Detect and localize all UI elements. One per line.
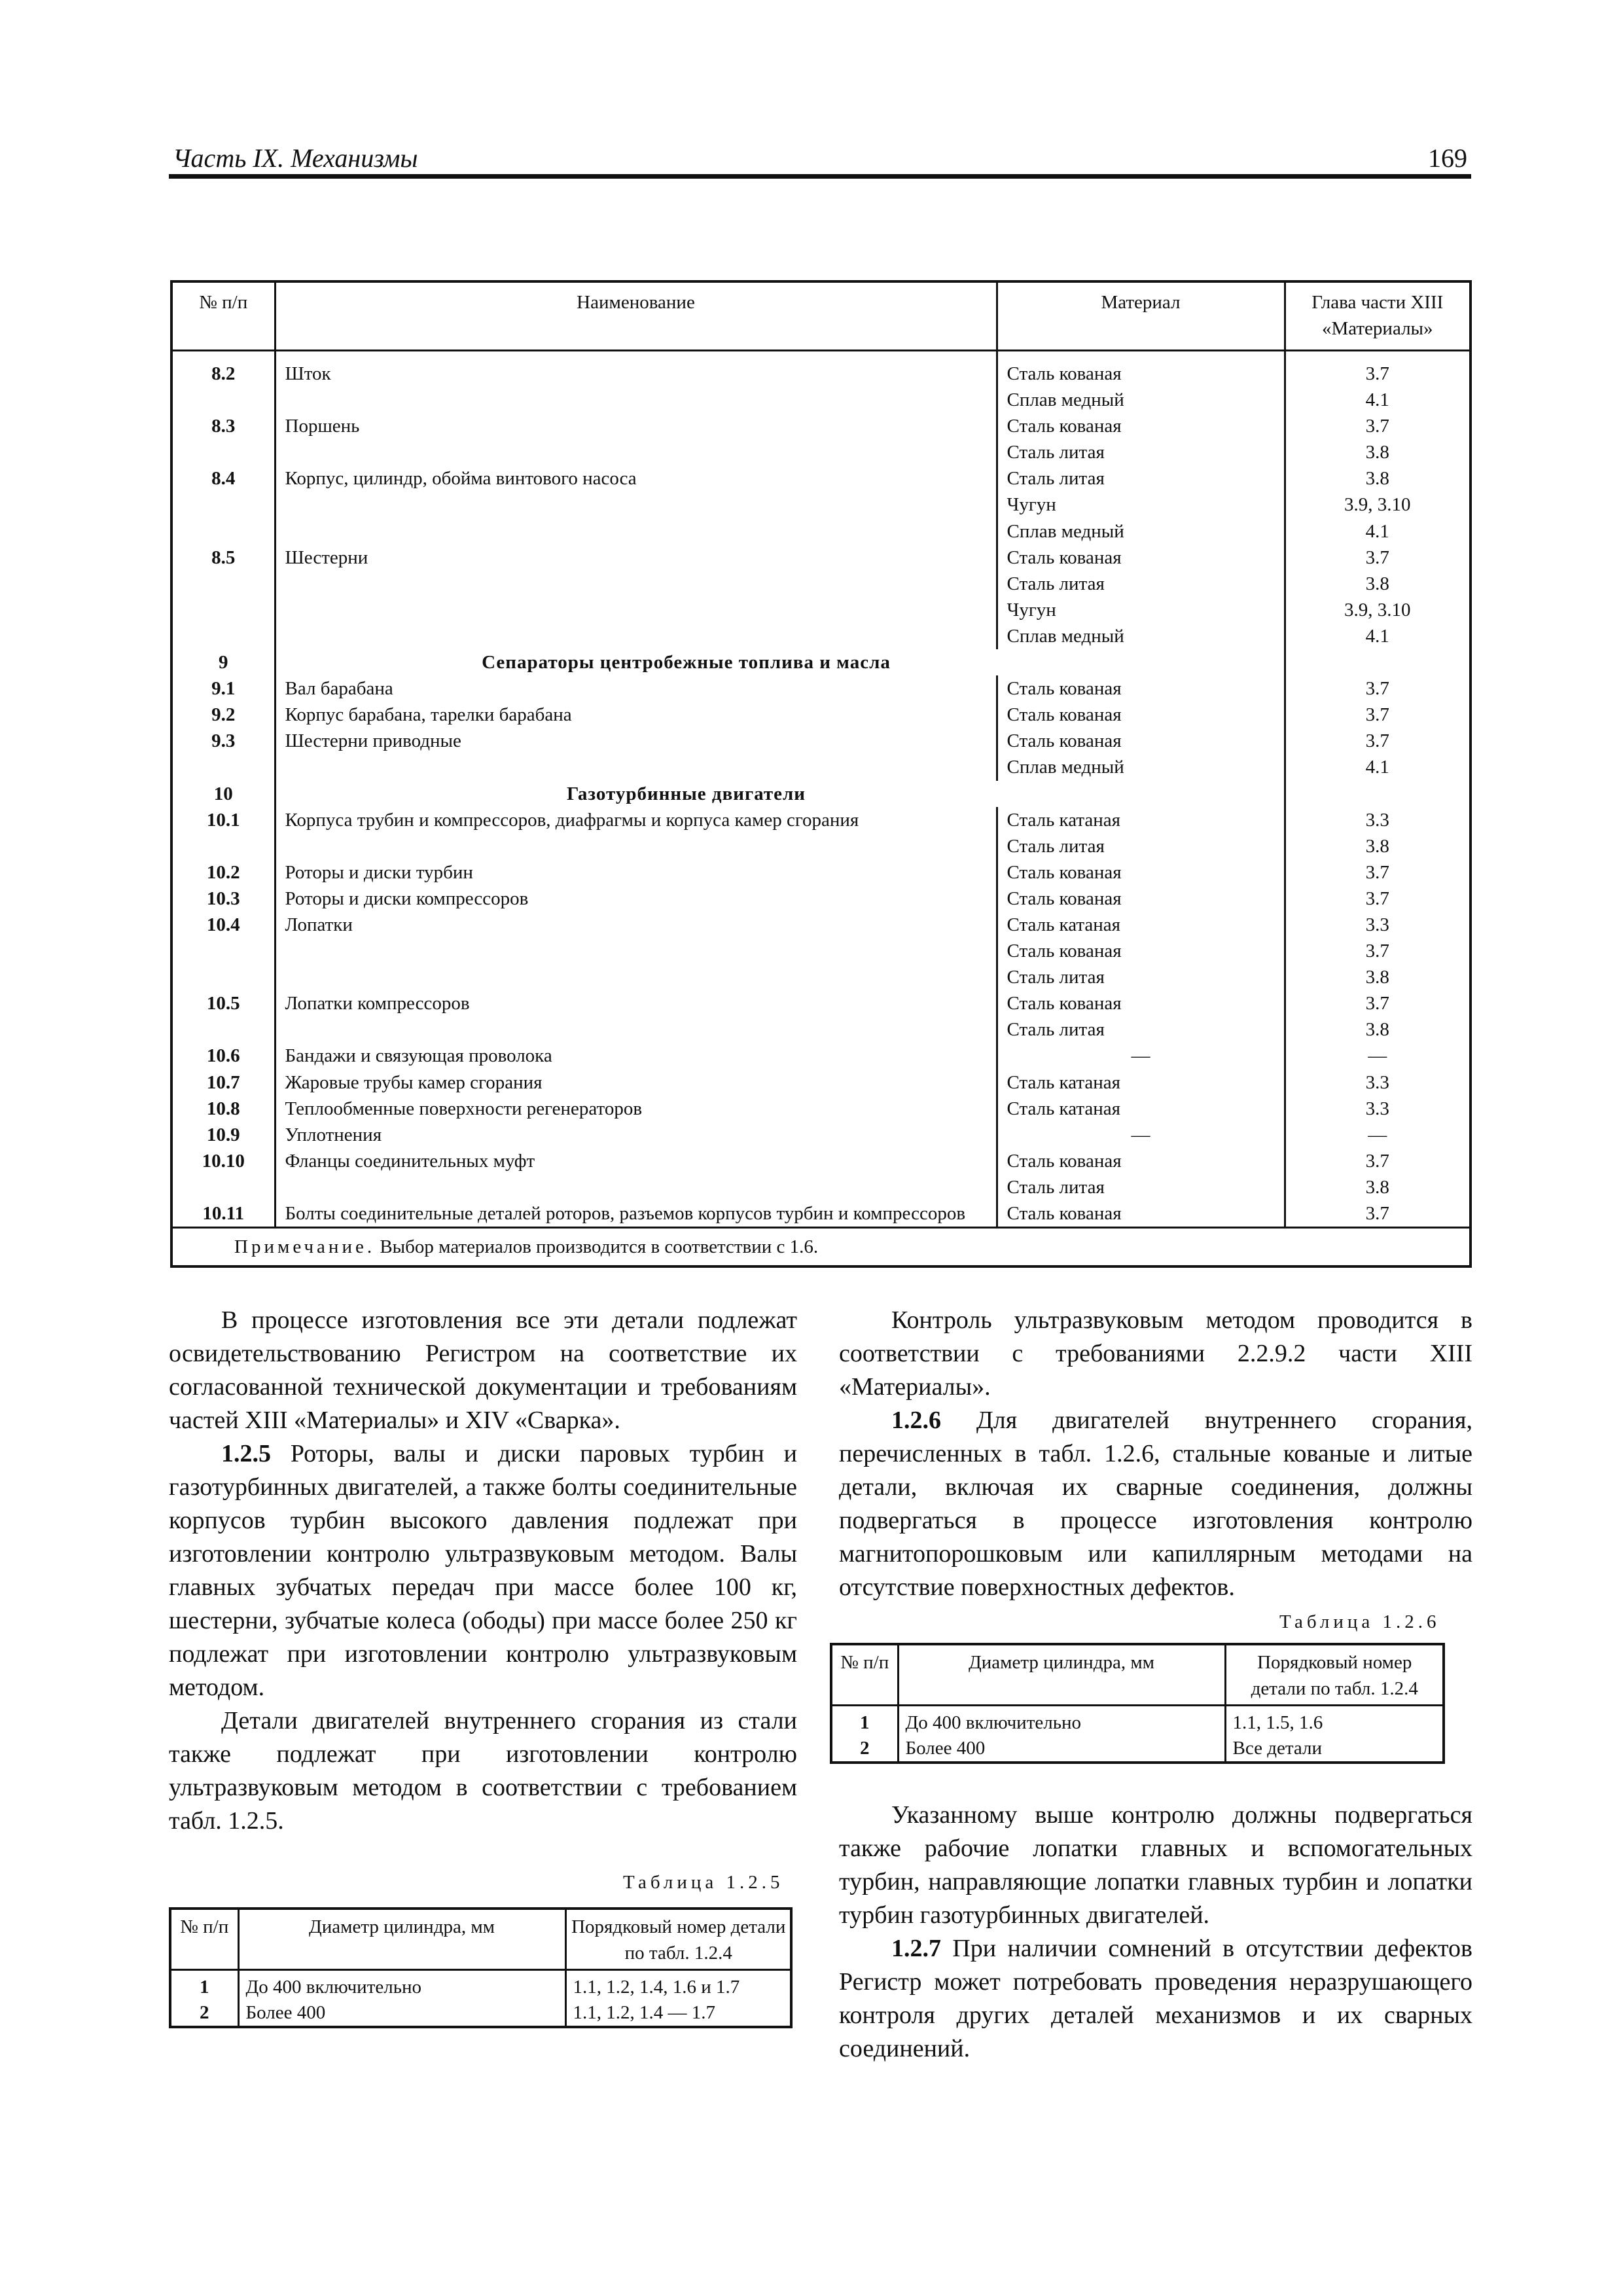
cylinder-diameter: Более 400 — [898, 1736, 1225, 1761]
clause-number: 1.2.5 — [221, 1440, 271, 1467]
table-row — [173, 912, 1469, 938]
material: Сталь кованая — [997, 351, 1285, 387]
material: — — [997, 1043, 1285, 1069]
table-1-2-6 — [830, 1643, 1445, 1764]
running-header — [169, 137, 1471, 179]
clause-number: 1.2.6 — [891, 1407, 941, 1434]
row-number: 10.10 — [173, 1148, 275, 1174]
table-row — [173, 754, 1469, 780]
chapter-ref: 4.1 — [1365, 389, 1389, 411]
part-name: Фланцы соединительных муфт — [275, 1148, 997, 1174]
table-row — [171, 2000, 791, 2026]
table-row — [173, 623, 1469, 649]
header-chapter: Глава части XIII «Материалы» — [1285, 283, 1469, 351]
paragraph: Детали двигателей внутреннего сгорания из стали также подлежат при изготовлении контролю ультразвуковым методом в соответствии с требованием табл. 1.2.5. — [169, 1707, 797, 1835]
material: Сталь кованая — [997, 728, 1285, 754]
row-number: 8.5 — [173, 545, 275, 571]
chapter-ref: 3.8 — [1365, 468, 1389, 490]
part-name: Корпуса трубин и компрессоров, диафрагмы и корпуса камер сгорания — [275, 807, 997, 833]
row-number: 10.9 — [173, 1122, 275, 1148]
part-name — [275, 623, 997, 649]
section-title: Газотурбинные двигатели — [275, 781, 1285, 807]
part-name: Теплообменные поверхности регенераторов — [275, 1096, 997, 1122]
chapter-ref: 3.3 — [1365, 914, 1389, 935]
table-row — [173, 597, 1469, 623]
header-number: № п/п — [173, 283, 275, 351]
table-row — [832, 1706, 1443, 1736]
table-row — [173, 1122, 1469, 1148]
header-title: Часть IX. Механизмы — [173, 143, 418, 173]
chapter-ref: 3.7 — [1365, 861, 1389, 883]
chapter-ref: 3.3 — [1365, 1071, 1389, 1093]
part-name: Шестерни приводные — [275, 728, 997, 754]
part-name — [275, 492, 997, 518]
part-name: Уплотнения — [275, 1122, 997, 1148]
table-row — [173, 728, 1469, 754]
row-number: 10.5 — [173, 990, 275, 1016]
row-number: 9.1 — [173, 675, 275, 702]
row-number — [173, 623, 275, 649]
table-row — [173, 545, 1469, 571]
row-number — [173, 1016, 275, 1043]
material: Сталь литая — [997, 439, 1285, 465]
part-name — [275, 964, 997, 990]
table-1-2-5-caption: Таблица 1.2.5 — [623, 1872, 784, 1893]
table-row — [173, 649, 1469, 675]
row-number — [173, 1174, 275, 1200]
chapter-ref: — — [1368, 1124, 1387, 1145]
row-number — [173, 439, 275, 465]
part-name — [275, 1016, 997, 1043]
chapter-ref: — — [1368, 1045, 1387, 1067]
material: Сталь литая — [997, 571, 1285, 597]
chapter-ref: 3.9, 3.10 — [1344, 494, 1411, 516]
row-number: 1 — [171, 1970, 238, 2001]
chapter-ref: 3.7 — [1365, 1150, 1389, 1172]
part-name — [275, 439, 997, 465]
part-numbers: 1.1, 1.2, 1.4, 1.6 и 1.7 — [573, 1977, 740, 1998]
material: Сталь катаная — [997, 1096, 1285, 1122]
paragraph: В процессе изготовления все эти детали подлежат освидетельствованию Регистром на соответствие их согласованной технической документации и требованиям частей XIII «Материалы» и XIV «Сварка». — [169, 1306, 797, 1434]
table-row — [173, 1148, 1469, 1174]
table-row — [173, 886, 1469, 912]
materials-table-header — [173, 283, 1469, 351]
material: Сталь литая — [997, 1016, 1285, 1043]
material: Сталь катаная — [997, 807, 1285, 833]
left-text-column — [169, 1304, 797, 1838]
part-numbers: 1.1, 1.2, 1.4 — 1.7 — [573, 2002, 715, 2023]
chapter-ref: 4.1 — [1365, 520, 1389, 542]
material: Сталь кованая — [997, 413, 1285, 439]
chapter-ref: 3.7 — [1365, 888, 1389, 909]
table-row — [173, 1043, 1469, 1069]
paragraph: Указанному выше контролю должны подвергаться также рабочие лопатки главных и вспомогательных турбин, направляющие лопатки главных турбин и лопатки турбин газотурбинных двигателей. — [839, 1801, 1472, 1929]
table-row — [173, 492, 1469, 518]
table-row — [832, 1736, 1443, 1761]
table-row — [171, 1970, 791, 2001]
row-number: 10.6 — [173, 1043, 275, 1069]
table-1-2-5 — [169, 1907, 793, 2028]
chapter-ref: 3.8 — [1365, 1176, 1389, 1198]
material: Сталь кованая — [997, 1200, 1285, 1227]
material: Чугун — [997, 597, 1285, 623]
part-name — [275, 833, 997, 859]
paragraph-1-2-7: 1.2.7 При наличии сомнений в отсутствии дефектов Регистр может потребовать проведения неразрушающего контроля других деталей механизмов и их сварных соединений. — [839, 1935, 1473, 2062]
part-name: Бандажи и связующая проволока — [275, 1043, 997, 1069]
table-row — [173, 964, 1469, 990]
table-row — [173, 465, 1469, 492]
chapter-ref: 3.7 — [1365, 416, 1389, 437]
material: Сталь литая — [997, 833, 1285, 859]
row-number — [173, 754, 275, 780]
table-row — [173, 387, 1469, 413]
part-name: Корпус барабана, тарелки барабана — [275, 702, 997, 728]
table-row — [173, 990, 1469, 1016]
paragraph: Контроль ультразвуковым методом проводится в соответствии с требованиями 2.2.9.2 части XIII «Материалы». — [839, 1306, 1472, 1401]
table-row — [173, 859, 1469, 886]
material: Сталь катаная — [997, 1069, 1285, 1096]
material: Сталь литая — [997, 1174, 1285, 1200]
part-name: Шток — [275, 351, 997, 387]
chapter-ref: 3.8 — [1365, 967, 1389, 988]
part-name: Роторы и диски компрессоров — [275, 886, 997, 912]
section-title: Сепараторы центробежные топлива и масла — [275, 649, 1285, 675]
page-number: 169 — [1428, 143, 1467, 173]
cell-empty — [1285, 781, 1469, 807]
chapter-ref: 3.7 — [1365, 678, 1389, 700]
chapter-ref: 3.7 — [1365, 547, 1389, 568]
table-row — [173, 1096, 1469, 1122]
part-name — [275, 754, 997, 780]
part-name — [275, 571, 997, 597]
table-row — [173, 571, 1469, 597]
table-row — [173, 833, 1469, 859]
cylinder-diameter: Более 400 — [238, 2000, 565, 2026]
row-number: 8.2 — [173, 351, 275, 387]
material: Чугун — [997, 492, 1285, 518]
chapter-ref: 3.8 — [1365, 835, 1389, 857]
part-name: Жаровые трубы камер сгорания — [275, 1069, 997, 1096]
material: Сталь литая — [997, 465, 1285, 492]
row-number: 2 — [832, 1736, 898, 1761]
table-row — [173, 413, 1469, 439]
chapter-ref: 3.7 — [1365, 704, 1389, 726]
chapter-ref: 3.7 — [1365, 1203, 1389, 1224]
material: Сталь катаная — [997, 912, 1285, 938]
right-text-column-top — [839, 1304, 1472, 1604]
material: Сталь кованая — [997, 675, 1285, 702]
row-number: 9.2 — [173, 702, 275, 728]
row-number: 10 — [173, 781, 275, 807]
row-number — [173, 938, 275, 964]
header-name: Наименование — [275, 283, 997, 351]
paragraph-1-2-5: 1.2.5 Роторы, валы и диски паровых турбин и газотурбинных двигателей, а также болты соединительные корпусов турбин высокого давления подлежат при изготовлении контролю ультразвуковым методом. Валы главных зубчатых передач при массе более 100 кг, шестерни, зубчатые колеса (ободы) при массе более 250 кг подлежат при изготовлении контролю ультразвуковым методом. — [169, 1440, 797, 1701]
table-row — [173, 781, 1469, 807]
chapter-ref: 3.9, 3.10 — [1344, 599, 1411, 620]
note-text: Выбор материалов производится в соответствии с 1.6. — [380, 1236, 819, 1258]
part-numbers: Все детали — [1232, 1738, 1322, 1759]
part-name — [275, 597, 997, 623]
table-1-2-6-caption: Таблица 1.2.6 — [1279, 1611, 1440, 1632]
material: Сталь кованая — [997, 886, 1285, 912]
row-number: 2 — [171, 2000, 238, 2026]
chapter-ref: 3.7 — [1365, 941, 1389, 962]
material: Сплав медный — [997, 754, 1285, 780]
part-name: Болты соединительные деталей роторов, разъемов корпусов турбин и компрессоров — [275, 1200, 997, 1227]
material: Сталь литая — [997, 964, 1285, 990]
row-number: 8.3 — [173, 413, 275, 439]
material: Сплав медный — [997, 387, 1285, 413]
row-number: 1 — [832, 1706, 898, 1736]
chapter-ref: 3.8 — [1365, 442, 1389, 463]
chapter-ref: 3.8 — [1365, 573, 1389, 594]
table-row — [173, 1069, 1469, 1096]
material: Сплав медный — [997, 518, 1285, 545]
material: Сталь кованая — [997, 702, 1285, 728]
row-number: 10.2 — [173, 859, 275, 886]
part-numbers: 1.1, 1.5, 1.6 — [1232, 1712, 1323, 1733]
part-name — [275, 387, 997, 413]
part-name: Лопатки компрессоров — [275, 990, 997, 1016]
row-number — [173, 492, 275, 518]
row-number: 8.4 — [173, 465, 275, 492]
part-name: Поршень — [275, 413, 997, 439]
row-number: 10.7 — [173, 1069, 275, 1096]
chapter-ref: 3.8 — [1365, 1019, 1389, 1041]
material: — — [997, 1122, 1285, 1148]
material: Сталь кованая — [997, 1148, 1285, 1174]
right-text-column-bottom — [839, 1799, 1472, 2066]
table-row — [173, 439, 1469, 465]
part-name — [275, 518, 997, 545]
row-number: 9 — [173, 649, 275, 675]
part-name: Шестерни — [275, 545, 997, 571]
row-number — [173, 571, 275, 597]
materials-table — [170, 280, 1472, 1268]
note-label: Примечание. — [234, 1236, 376, 1258]
row-number: 10.1 — [173, 807, 275, 833]
part-name — [275, 938, 997, 964]
cylinder-diameter: До 400 включительно — [898, 1706, 1225, 1736]
material: Сталь кованая — [997, 859, 1285, 886]
chapter-ref: 3.3 — [1365, 1098, 1389, 1119]
table-row — [173, 938, 1469, 964]
row-number: 10.8 — [173, 1096, 275, 1122]
material: Сталь кованая — [997, 938, 1285, 964]
chapter-ref: 4.1 — [1365, 625, 1389, 647]
table-row — [173, 807, 1469, 833]
table-row — [173, 702, 1469, 728]
table-note — [173, 1227, 1469, 1265]
chapter-ref: 3.3 — [1365, 809, 1389, 831]
row-number — [173, 964, 275, 990]
row-number — [173, 833, 275, 859]
table-row — [173, 1016, 1469, 1043]
table-row — [173, 675, 1469, 702]
part-name: Корпус, цилиндр, обойма винтового насоса — [275, 465, 997, 492]
row-number — [173, 387, 275, 413]
table-row — [173, 351, 1469, 387]
part-name: Вал барабана — [275, 675, 997, 702]
table-1-2-6-header: № п/п Диаметр цилиндра, мм Порядковый номер детали по табл. 1.2.4 — [832, 1645, 1443, 1706]
row-number: 9.3 — [173, 728, 275, 754]
table-row — [173, 518, 1469, 545]
paragraph-1-2-6: 1.2.6 Для двигателей внутреннего сгорания, перечисленных в табл. 1.2.6, стальные кованые и литые детали, включая их сварные соединения, должны подвергаться в процессе изготовления контролю магнитопорошковым или капиллярным методами на отсутствие поверхностных дефектов. — [839, 1407, 1472, 1601]
table-row — [173, 1200, 1469, 1227]
table-row — [173, 1174, 1469, 1200]
part-name — [275, 1174, 997, 1200]
chapter-ref: 3.7 — [1365, 993, 1389, 1014]
clause-number: 1.2.7 — [891, 1935, 941, 1962]
row-number: 10.4 — [173, 912, 275, 938]
row-number — [173, 597, 275, 623]
row-number — [173, 518, 275, 545]
chapter-ref: 3.7 — [1365, 730, 1389, 752]
cell-empty — [1285, 649, 1469, 675]
row-number: 10.3 — [173, 886, 275, 912]
cylinder-diameter: До 400 включительно — [238, 1970, 565, 2001]
chapter-ref: 3.7 — [1365, 363, 1389, 384]
header-material: Материал — [997, 283, 1285, 351]
part-name: Роторы и диски турбин — [275, 859, 997, 886]
material: Сталь кованая — [997, 990, 1285, 1016]
material: Сталь кованая — [997, 545, 1285, 571]
material: Сплав медный — [997, 623, 1285, 649]
table-1-2-5-header: № п/п Диаметр цилиндра, мм Порядковый номер детали по табл. 1.2.4 — [171, 1910, 791, 1970]
row-number: 10.11 — [173, 1200, 275, 1227]
chapter-ref: 4.1 — [1365, 757, 1389, 778]
part-name: Лопатки — [275, 912, 997, 938]
